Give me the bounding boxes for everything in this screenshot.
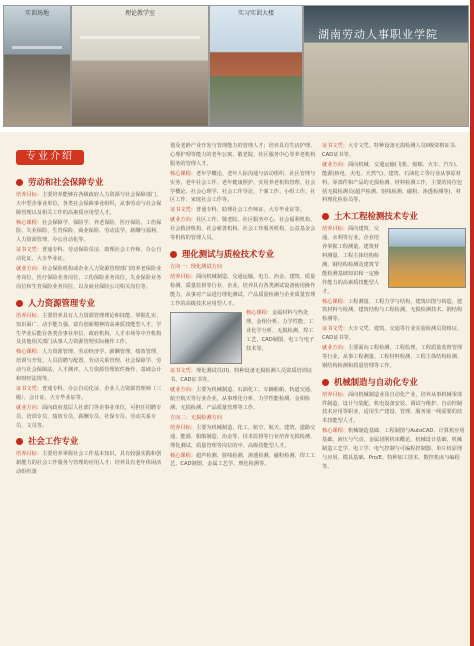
field-label: 核心课程： xyxy=(322,428,348,435)
paragraph: 就业方向：社会保险机构或企业人力资源管理部门的养老保险业务岗位、医疗保险业务岗位、工伤保险业务岗位、失业保险业务岗位和生育保险业务岗位，以及商业保险公司相关岗位等。 xyxy=(16,266,162,290)
sub-direction: 方向二：无损检测方向 xyxy=(170,414,222,421)
major-heading xyxy=(322,378,466,387)
bullet-icon xyxy=(170,251,177,258)
field-label: 证书文凭： xyxy=(16,247,42,254)
photo-strip xyxy=(0,0,470,132)
major-heading xyxy=(170,250,318,259)
field-label: 培养目标： xyxy=(322,226,348,233)
field-label: 培养目标： xyxy=(170,424,196,431)
major-heading xyxy=(16,437,164,446)
field-label: 核心课程： xyxy=(170,452,196,459)
paragraph: 就业方向：主要面向工程检测、工程监理、工程质量监督管理等行业，从事工程测量、工程材料检测、工程主体结构检测、钢结构检测和质量管理等工作。 xyxy=(322,345,463,369)
field-label: 核心课程： xyxy=(322,298,348,305)
paragraph: 证书文凭：普通专科、劳动保险员证、助理社会工作师、办公自动化证、大专毕业证。 xyxy=(16,247,162,263)
paragraph: 就业方向：面向政府基层人社部门等企事业单位，可担任招聘专员、培训专员、绩效专员、薪酬专员、社保专员、劳动关系专员、文员等。 xyxy=(16,404,162,429)
paragraph: 培养目标：面向建筑、交通、水利等行业，企业培养掌握工程测量、建筑材料测量、工程主体结构检测、钢结构检测及建筑节能检测基础知识和一定操作能力的高素质技能型人才。 xyxy=(322,226,380,295)
field-label: 就业方向： xyxy=(322,345,348,352)
lab-equipment-photo xyxy=(170,312,242,364)
sub-direction: 方向一：理化测试方向 xyxy=(170,263,222,270)
field-label: 就业方向： xyxy=(170,387,196,394)
field-label: 证书文凭： xyxy=(16,385,42,392)
field-label: 证书文凭： xyxy=(322,143,348,149)
major-heading xyxy=(16,178,164,187)
training-building-photo xyxy=(209,5,303,127)
field-label: 就业方向： xyxy=(322,161,348,168)
construction-site-photo xyxy=(388,228,466,288)
paragraph: 就业方向：社区工作、敬老院、社区服务中心、社会福利机构、社会救济机构、社会慈善机构、社会工作服务机构、公益基金会等机构的管理人员。 xyxy=(170,217,316,242)
paragraph: 证书文凭：普通专科、助理社会工作师证、大专毕业证等。 xyxy=(170,207,305,214)
canteen-photo xyxy=(303,5,469,127)
field-label: 培养目标： xyxy=(16,451,42,458)
photo-caption: 实习实训大楼 xyxy=(237,10,274,17)
major-title: 人力资源管理专业 xyxy=(28,297,95,308)
field-label: 证书文凭： xyxy=(322,326,348,333)
paragraph: 培养目标：主要培养能够在各级政府人力资源与社会保障部门、大中型企事业单位、各类社会保障事业组织，从事劳动与社会保障管理以及相关工作的高素质应用型人才。 xyxy=(16,191,162,216)
field-label: 证书文凭： xyxy=(170,207,196,214)
paragraph: 证书文凭：大专文凭、特种设备无损检测人员II级资格证书、CAD证书等。 xyxy=(322,143,460,158)
column-middle xyxy=(170,134,318,470)
major-title: 劳动和社会保障专业 xyxy=(28,176,104,187)
field-label: 就业方向： xyxy=(16,404,42,411)
field-label: 核心课程： xyxy=(16,349,42,356)
paragraph: 证书文凭：普通专科、办公自动化证、企业人力资源管理师（三级）、会计证、大专毕业证等。 xyxy=(16,385,162,401)
field-label: 培养目标： xyxy=(322,391,348,398)
paragraph: 培养目标：面向机械制造、交通运输、电力、冶金、建筑、质量检测、质量监督等行业、企业，培养具有各类测试设备使用操作能力，从事对产品进行理化测试、产品质量检测与企业质量管理工作的高级技术应用型人才。 xyxy=(170,273,316,307)
field-label: 培养目标： xyxy=(16,191,42,198)
paragraph: 培养目标：主要培养掌握社会工作基本知识，具有较强实践和创新能力的社会工作服务与管理的应用人才；培养具有老年休闲活动组织策 xyxy=(16,451,162,476)
paragraph: 核心课程：社会保障学、保险学、养老保险、医疗保险、工伤保险、失业保险、生育保险、商业保险、劳动法学、薪酬与福利、人力资源管理、办公自动化等。 xyxy=(16,219,162,244)
bullet-icon xyxy=(16,300,23,307)
major-title: 土木工程检测技术专业 xyxy=(334,211,418,222)
field-label: 核心课程： xyxy=(246,310,272,317)
major-title: 理化测试与质检技术专业 xyxy=(182,248,275,259)
paragraph: 核心课程：工程测量、工程力学与结构、建筑识图与构造、建筑材料与检测、建筑结构与工程检测、无损检测技术、钢结构检测等。 xyxy=(322,298,463,323)
field-label: 就业方向： xyxy=(170,217,196,224)
paragraph: 核心课程：金属材料与热处理、金相分析、力学性能、工业化学分析、无损检测、焊工工艺、CAD制图、电工与电子技术等。 xyxy=(246,310,315,353)
column-left xyxy=(16,134,164,478)
training-site-photo xyxy=(3,5,71,127)
bullet-icon xyxy=(16,179,23,186)
bullet-icon xyxy=(322,379,329,386)
paragraph: 培养目标：主要为机械制造、化工、航空、航天、建筑、道路交通、能源、船舶制造、冶金等，技术监督等行业培养无损检测、理化测试、质量管理等岗位的中、高级技能型人才。 xyxy=(170,424,316,449)
paragraph: 就业方向：主要为机械制造、石油化工、车辆船舶、轨道交通、航空航天等行业企业，从事理化分析、力学性能检测、金相检测、无损检测、产品质量管理等工作。 xyxy=(170,387,316,412)
major-title: 机械制造与自动化专业 xyxy=(334,376,418,387)
field-label: 核心课程： xyxy=(16,219,42,226)
paragraph: 培养目标：面向机械制造业及自动化产业，培养从事机械零部件制造、设计与装配、机电设备安装、调试与维护、自动控制技术应用等职业，适用生产建设、管理、服务第一线需要的技术技能型人才。 xyxy=(322,391,463,425)
paragraph: 划及老龄产业开发与管理能力的管理人才；培养具有生活护理、心理护理等能力的老年公寓、敬老院、社区服务中心等养老机构服务的管理人才。 xyxy=(170,143,316,167)
paragraph: 证书文凭：大专文凭、建筑、交通等行业实验检测员资格证、CAD证书等。 xyxy=(322,326,463,342)
column-right xyxy=(322,134,466,473)
major-title: 社会工作专业 xyxy=(28,436,79,447)
field-label: 培养目标： xyxy=(16,312,42,319)
paragraph: 就业方向：面向机械、交通运输(飞机、船舶、火车、汽车)、能源(核电、火电、天然气)、建筑、石油化工等行业从事原材料、零部件和产品的无损检测、材料检测工作，主要的岗位包括无损检测员(超声检测、射线检测、磁粉、渗透检测等)、材料理化检验员等。 xyxy=(322,161,463,204)
major-heading xyxy=(322,212,466,221)
section-banner: 专业介绍 xyxy=(16,150,84,165)
paragraph: 核心课程：超声检测、射线检测、渗透检测、磁粉检测、焊工工艺、CAD制图、金属工艺学、理化检测等。 xyxy=(170,452,316,468)
field-label: 核心课程： xyxy=(170,170,196,177)
paragraph: 核心课程：人力资源管理、劳动经济学、薪酬管理、绩效管理、培训与开发、人员招聘与配置、劳动关系管理、社会保障学、劳动与社会保障法、人才测评、人力资源管理软件操作、基础会计和财经法规等。 xyxy=(16,349,162,383)
bullet-icon xyxy=(16,438,23,445)
field-label: 就业方向： xyxy=(16,266,42,273)
photo-caption: 理论教学室 xyxy=(124,10,155,17)
photo-caption: 实训场地 xyxy=(24,10,49,17)
bullet-icon xyxy=(322,213,329,220)
paragraph: 培养目标：主要培养具有人力资源管理理论和技能、掌握扎实、知识面广、动手能力强、富有创新精神的高素质技能型人才。学生毕业后能在各类企事业单位、政府机构、人才市场等中介机构及其他相关部门从事人力资源管理实际操作工作。 xyxy=(16,312,162,346)
paragraph: 核心课程：老年学概论、老年人际沟通与活动组织、社区管理与实务、老年社会工作、老年健康照护、实用养老机构管理、社会学概论、社会心理学、社会工作导论、个案工作、小组工作、社区工作、家庭社会工作等。 xyxy=(170,170,316,204)
paragraph: 核心课程：机械制造基础、工程制图与AutoCAD、计算机应用基础、液压与气动、金属切削机床概论、机械设计基础、机械制造工艺学、电工学、电气控制与可编程控制器、单片机原理与应用、模具基础、Pro/E、特种加工技术、数控机床与编程等。 xyxy=(322,428,465,470)
field-label: 证书文凭： xyxy=(170,368,196,375)
paragraph: 证书文凭：理化测试员(II)、特种设备无损检测人员资质培训证书、CAD证书等。 xyxy=(170,368,312,384)
major-heading xyxy=(16,299,164,308)
classroom-photo xyxy=(71,5,209,127)
school-name-sign: 湖南劳动人事职业学院 xyxy=(318,28,438,41)
field-label: 培养目标： xyxy=(170,273,196,280)
